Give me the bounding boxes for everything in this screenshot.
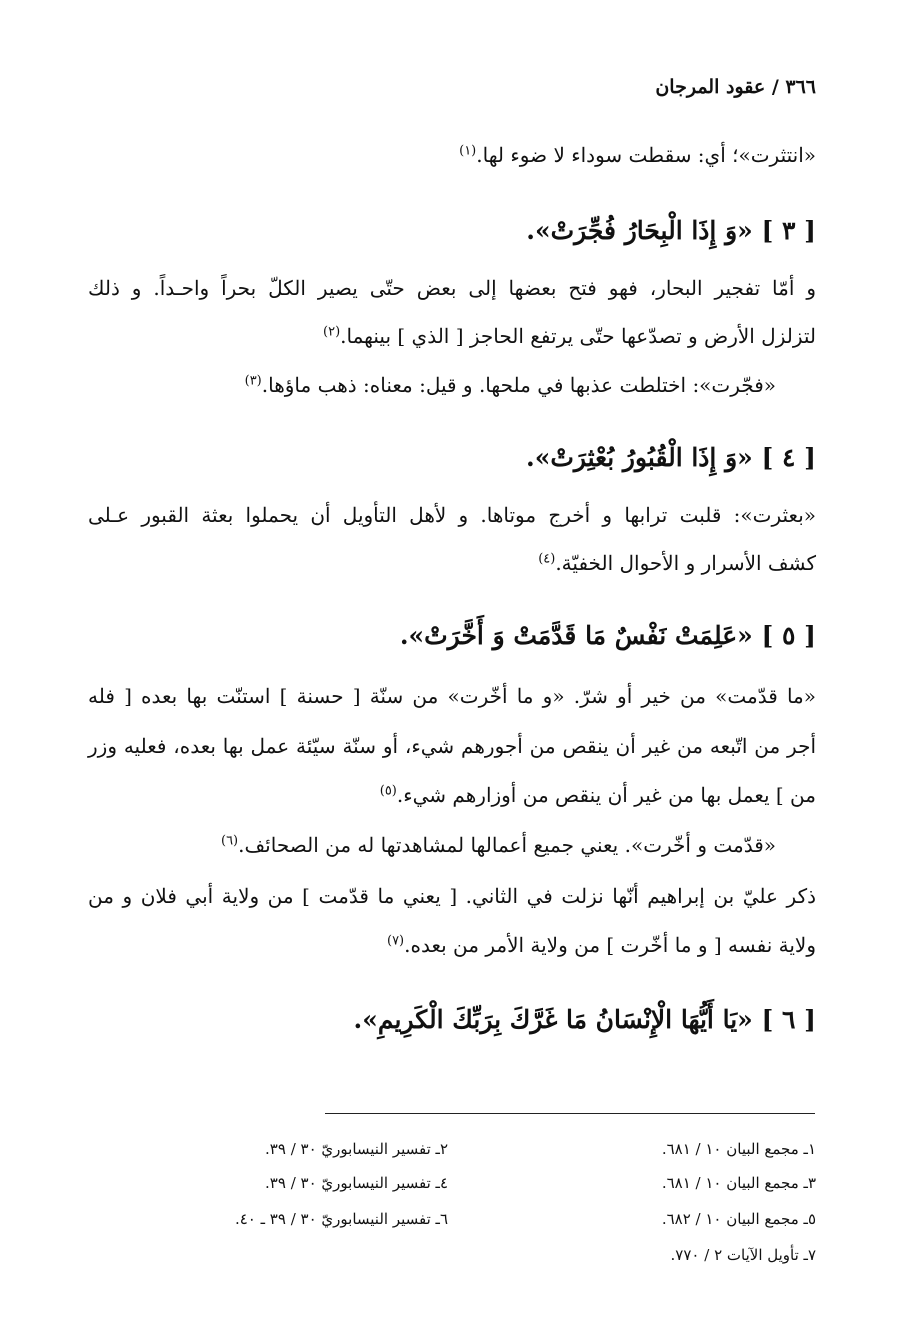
line-text: «انتثرت»؛ أي: سقطت سوداء لا ضوء لها.: [476, 143, 816, 167]
verse-text: [ ٤ ] «وَ إِذَا الْقُبُورُ بُعْثِرَتْ».: [525, 443, 816, 472]
footnote-ref: (١): [459, 143, 477, 159]
verse-heading: [400, 620, 816, 653]
line-text: ذكر عليّ بن إبراهيم أنّها نزلت في الثاني. [ يعني ما قدّمت ] من ولاية أبي فلان و من: [88, 884, 816, 908]
text-line: [88, 883, 816, 909]
footnote: ٧ـ تأويل الآيات ٢ / ٧٧٠.: [670, 1246, 816, 1264]
text-line: [459, 142, 816, 168]
line-text: و أمّا تفجير البحار، فهو فتح بعضها إلى بعض حتّى يصير الكلّ بحراً واحـداً. و ذلك: [88, 276, 816, 300]
footnote: ٦ـ تفسير النيسابوريّ ٣٠ / ٣٩ ـ ٤٠.: [234, 1210, 448, 1228]
verse-heading: [354, 1004, 816, 1037]
line-text: كشف الأسرار و الأحوال الخفيّة.: [555, 551, 816, 575]
text-line: [88, 502, 816, 528]
verse-text: [ ٣ ] «وَ إِذَا الْبِحَارُ فُجِّرَتْ».: [526, 216, 816, 245]
line-text: «قدّمت و أخّرت». يعني جميع أعمالها لمشاهدتها له من الصحائف.: [238, 833, 776, 857]
line-text: أجر من اتّبعه من غير أن ينقص من أجورهم شيء، أو سنّة سيّئة عمل بها بعده، فعليه وزر: [88, 734, 816, 758]
verse-heading: [526, 215, 816, 248]
text-line: [538, 550, 816, 576]
text-line: [380, 782, 816, 808]
footnote-ref: (٢): [323, 324, 341, 340]
footnote: ٢ـ تفسير النيسابوريّ ٣٠ / ٣٩.: [265, 1140, 448, 1158]
text-line: [88, 733, 816, 759]
text-line: [245, 372, 776, 398]
verse-text: [ ٥ ] «عَلِمَتْ نَفْسٌ مَا قَدَّمَتْ وَ أَخَّرَتْ».: [399, 621, 816, 650]
footnote: ٥ـ مجمع البيان ١٠ / ٦٨٢.: [661, 1210, 816, 1228]
text-line: [221, 832, 776, 858]
text-line: [323, 323, 816, 349]
line-text: «ما قدّمت» من خير أو شرّ. «و ما أخّرت» من سنّة [ حسنة ] استنّت بها بعده [ فله: [88, 684, 816, 708]
page-header: ٣٦٦ / عقود المرجان: [655, 76, 816, 98]
line-text: لتزلزل الأرض و تصدّعها حتّى يرتفع الحاجز [ الذي ] بينهما.: [340, 324, 816, 348]
footnote-divider: [325, 1113, 815, 1114]
footnote: ١ـ مجمع البيان ١٠ / ٦٨١.: [661, 1140, 816, 1158]
line-text: «بعثرت»: قلبت ترابها و أخرج موتاها. و لأهل التأويل أن يحملوا بعثة القبور عـلى: [88, 503, 816, 527]
footnote-ref: (٥): [379, 783, 397, 799]
footnote-ref: (٧): [386, 933, 405, 949]
verse-heading: [526, 442, 816, 475]
line-text: من ] يعمل بها من غير أن ينقص من أوزارهم شيء.: [396, 783, 816, 807]
text-line: [88, 683, 816, 709]
line-text: ولاية نفسه [ و ما أخّرت ] من ولاية الأمر من بعده.: [404, 933, 816, 957]
verse-text: [ ٦ ] «يَا أَيُّهَا الْإِنْسَانُ مَا غَرَّكَ بِرَبِّكَ الْكَرِيمِ».: [353, 1005, 816, 1034]
line-text: «فجّرت»: اختلطت عذبها في ملحها. و قيل: معناه: ذهب ماؤها.: [261, 373, 776, 397]
footnote-ref: (٦): [220, 833, 239, 849]
footnote-ref: (٣): [244, 373, 262, 389]
footnote: ٤ـ تفسير النيسابوريّ ٣٠ / ٣٩.: [265, 1174, 448, 1192]
footnote: ٣ـ مجمع البيان ١٠ / ٦٨١.: [661, 1174, 816, 1192]
footnote-ref: (٤): [538, 551, 556, 567]
text-line: [88, 275, 816, 301]
text-line: [387, 932, 816, 958]
